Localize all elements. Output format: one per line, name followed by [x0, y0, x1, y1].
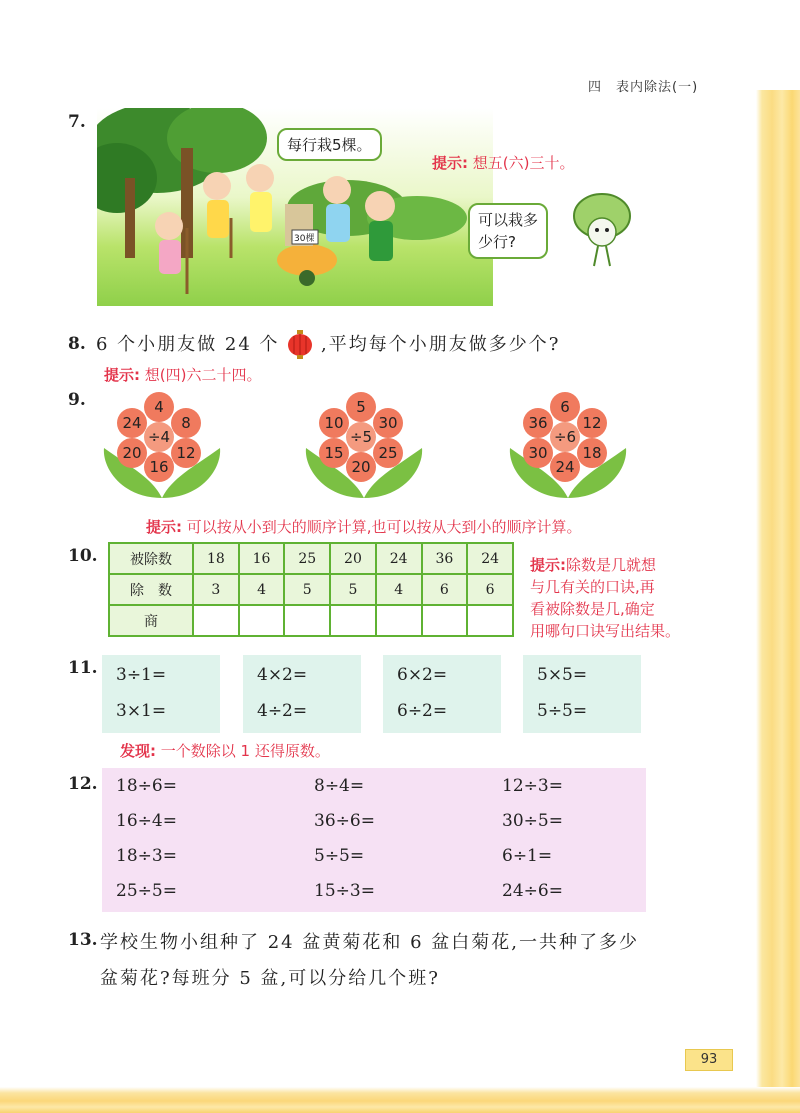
row-label: 商 — [109, 605, 193, 636]
petal-upper-right: 8 — [171, 408, 201, 438]
table-cell: 6 — [467, 574, 513, 605]
equation: 25÷5= — [116, 881, 177, 901]
table-cell: 4 — [376, 574, 422, 605]
table-row-dividend — [109, 543, 513, 574]
finding-text: 一个数除以 1 还得原数。 — [160, 742, 330, 760]
hint-text: 想五(六)三十。 — [472, 154, 575, 172]
answer-cell[interactable] — [376, 605, 422, 636]
petal-top: 4 — [144, 392, 174, 422]
division-table — [108, 542, 514, 637]
table-cell: 20 — [330, 543, 376, 574]
petal-center: ÷5 — [346, 422, 376, 452]
question-10-number: 10. — [68, 546, 98, 566]
tree-planting-illustration — [97, 108, 493, 306]
hint-label: 提示: — [104, 366, 140, 384]
hint-text: 想(四)六二十四。 — [144, 366, 262, 384]
equation: 30÷5= — [502, 811, 563, 831]
question-13-line-1: 学校生物小组种了 24 盆黄菊花和 6 盆白菊花,一共种了多少 — [100, 932, 639, 953]
table-cell: 3 — [193, 574, 239, 605]
equation: 3÷1= — [116, 665, 167, 685]
petal-lower-left: 15 — [319, 438, 349, 468]
petal-upper-left: 24 — [117, 408, 147, 438]
table-row-quotient — [109, 605, 513, 636]
q8-text-b: ,平均每个小朋友做多少个? — [321, 334, 561, 355]
row-label: 被除数 — [109, 543, 193, 574]
petal-upper-left: 10 — [319, 408, 349, 438]
page-edge-bottom — [0, 1087, 800, 1113]
table-cell: 24 — [376, 543, 422, 574]
petal-upper-right: 12 — [577, 408, 607, 438]
table-cell: 36 — [422, 543, 468, 574]
equation: 18÷6= — [116, 776, 177, 796]
question-7-number: 7. — [68, 112, 86, 132]
q7-hint — [432, 152, 575, 173]
question-12-number: 12. — [68, 774, 98, 794]
hint-label: 提示: — [146, 518, 182, 536]
petal-center: ÷4 — [144, 422, 174, 452]
petal-lower-left: 20 — [117, 438, 147, 468]
equation: 5÷5= — [537, 701, 588, 721]
equation: 36÷6= — [314, 811, 375, 831]
question-8-text — [96, 330, 560, 360]
hint-line: 与几有关的口诀,再 — [530, 578, 655, 596]
equation: 24÷6= — [502, 881, 563, 901]
finding-label: 发现: — [120, 742, 156, 760]
speech-bubble-plant-per-row — [277, 128, 382, 161]
question-9-number: 9. — [68, 390, 86, 410]
equation: 15÷3= — [314, 881, 375, 901]
equation-group-3 — [383, 655, 501, 733]
petal-bottom: 24 — [550, 452, 580, 482]
table-cell: 6 — [422, 574, 468, 605]
page-edge-right — [756, 90, 800, 1113]
question-13-number: 13. — [68, 930, 98, 950]
petal-top: 5 — [346, 392, 376, 422]
table-cell: 25 — [284, 543, 330, 574]
division-flower-3 — [508, 388, 658, 508]
row-label: 除 数 — [109, 574, 193, 605]
equation: 3×1= — [116, 701, 167, 721]
cabbage-character-icon — [568, 188, 638, 270]
petal-bottom: 16 — [144, 452, 174, 482]
petal-lower-right: 12 — [171, 438, 201, 468]
answer-cell[interactable] — [239, 605, 285, 636]
petal-upper-left: 36 — [523, 408, 553, 438]
speech-bubble-how-many-rows — [468, 203, 548, 259]
equation: 6÷1= — [502, 846, 553, 866]
table-cell: 5 — [284, 574, 330, 605]
question-8-number: 8. — [68, 334, 86, 354]
q10-hint — [530, 554, 710, 642]
hint-label: 提示: — [530, 556, 566, 574]
hint-line: 看被除数是几,确定 — [530, 600, 655, 618]
equation-group-1 — [102, 655, 220, 733]
equation-grid — [102, 768, 646, 912]
table-cell: 24 — [467, 543, 513, 574]
page-number: 93 — [685, 1049, 733, 1071]
table-cell: 5 — [330, 574, 376, 605]
petal-upper-right: 30 — [373, 408, 403, 438]
division-flower-1 — [102, 388, 252, 508]
question-13-line-2: 盆菊花?每班分 5 盆,可以分给几个班? — [100, 968, 440, 989]
equation: 16÷4= — [116, 811, 177, 831]
bubble-line-2: 少行? — [478, 233, 516, 251]
hint-label: 提示: — [432, 154, 468, 172]
table-cell: 4 — [239, 574, 285, 605]
answer-cell[interactable] — [330, 605, 376, 636]
answer-cell[interactable] — [467, 605, 513, 636]
equation: 4÷2= — [257, 701, 308, 721]
equation: 6÷2= — [397, 701, 448, 721]
division-flower-2 — [304, 388, 454, 508]
equation-group-2 — [243, 655, 361, 733]
petal-top: 6 — [550, 392, 580, 422]
hint-line: 用哪句口诀写出结果。 — [530, 622, 681, 640]
hint-line: 除数是几就想 — [566, 556, 657, 574]
lantern-icon — [287, 330, 313, 360]
q11-finding — [120, 740, 330, 761]
equation: 6×2= — [397, 665, 448, 685]
bubble-line-1: 可以栽多 — [478, 211, 539, 229]
equation: 5÷5= — [314, 846, 365, 866]
q8-hint — [104, 364, 262, 385]
petal-lower-right: 25 — [373, 438, 403, 468]
petal-lower-left: 30 — [523, 438, 553, 468]
equation: 18÷3= — [116, 846, 177, 866]
table-cell: 18 — [193, 543, 239, 574]
cart-label: 30棵 — [294, 234, 315, 244]
answer-cell[interactable] — [193, 605, 239, 636]
petal-center: ÷6 — [550, 422, 580, 452]
q8-text-a: 6 个小朋友做 24 个 — [96, 334, 280, 355]
equation-group-4 — [523, 655, 641, 733]
equation: 5×5= — [537, 665, 588, 685]
hint-text: 可以按从小到大的顺序计算,也可以按从大到小的顺序计算。 — [186, 518, 582, 536]
bubble-text: 每行栽5棵。 — [287, 136, 372, 154]
table-cell: 16 — [239, 543, 285, 574]
table-row-divisor — [109, 574, 513, 605]
equation: 8÷4= — [314, 776, 365, 796]
q9-hint — [146, 516, 582, 537]
petal-lower-right: 18 — [577, 438, 607, 468]
answer-cell[interactable] — [422, 605, 468, 636]
equation: 4×2= — [257, 665, 308, 685]
chapter-header: 四 表内除法(一) — [588, 80, 699, 95]
equation: 12÷3= — [502, 776, 563, 796]
answer-cell[interactable] — [284, 605, 330, 636]
question-11-number: 11. — [68, 658, 98, 678]
petal-bottom: 20 — [346, 452, 376, 482]
